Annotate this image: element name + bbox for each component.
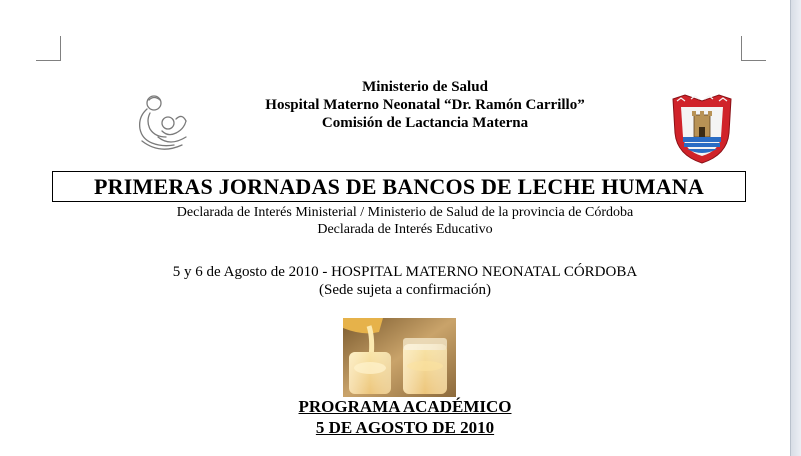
margin-corner-top-right: [741, 36, 766, 61]
venue-note: (Sede sujeta a confirmación): [318, 282, 491, 298]
province-coat-of-arms-icon: [667, 93, 737, 165]
event-date-venue: 5 y 6 de Agosto de 2010 - HOSPITAL MATERNO NEONATAL CÓRDOBA: [172, 264, 638, 280]
margin-corner-top-left: [36, 36, 61, 61]
declaration-ministerial: Declarada de Interés Ministerial / Ministerio de Salud de la provincia de Córdoba: [176, 205, 634, 220]
vertical-scrollbar[interactable]: [790, 0, 801, 456]
event-title: PRIMERAS JORNADAS DE BANCOS DE LECHE HUMANA: [52, 171, 746, 202]
header-commission: Comisión de Lactancia Materna: [321, 115, 529, 131]
milk-jars-photo: [343, 318, 456, 397]
header-hospital: Hospital Materno Neonatal “Dr. Ramón Carrillo”: [265, 97, 585, 113]
program-day: 5 DE AGOSTO DE 2010: [315, 418, 495, 437]
declaration-educational: Declarada de Interés Educativo: [317, 222, 493, 237]
header-ministry: Ministerio de Salud: [362, 79, 488, 95]
program-title: PROGRAMA ACADÉMICO: [298, 397, 512, 416]
